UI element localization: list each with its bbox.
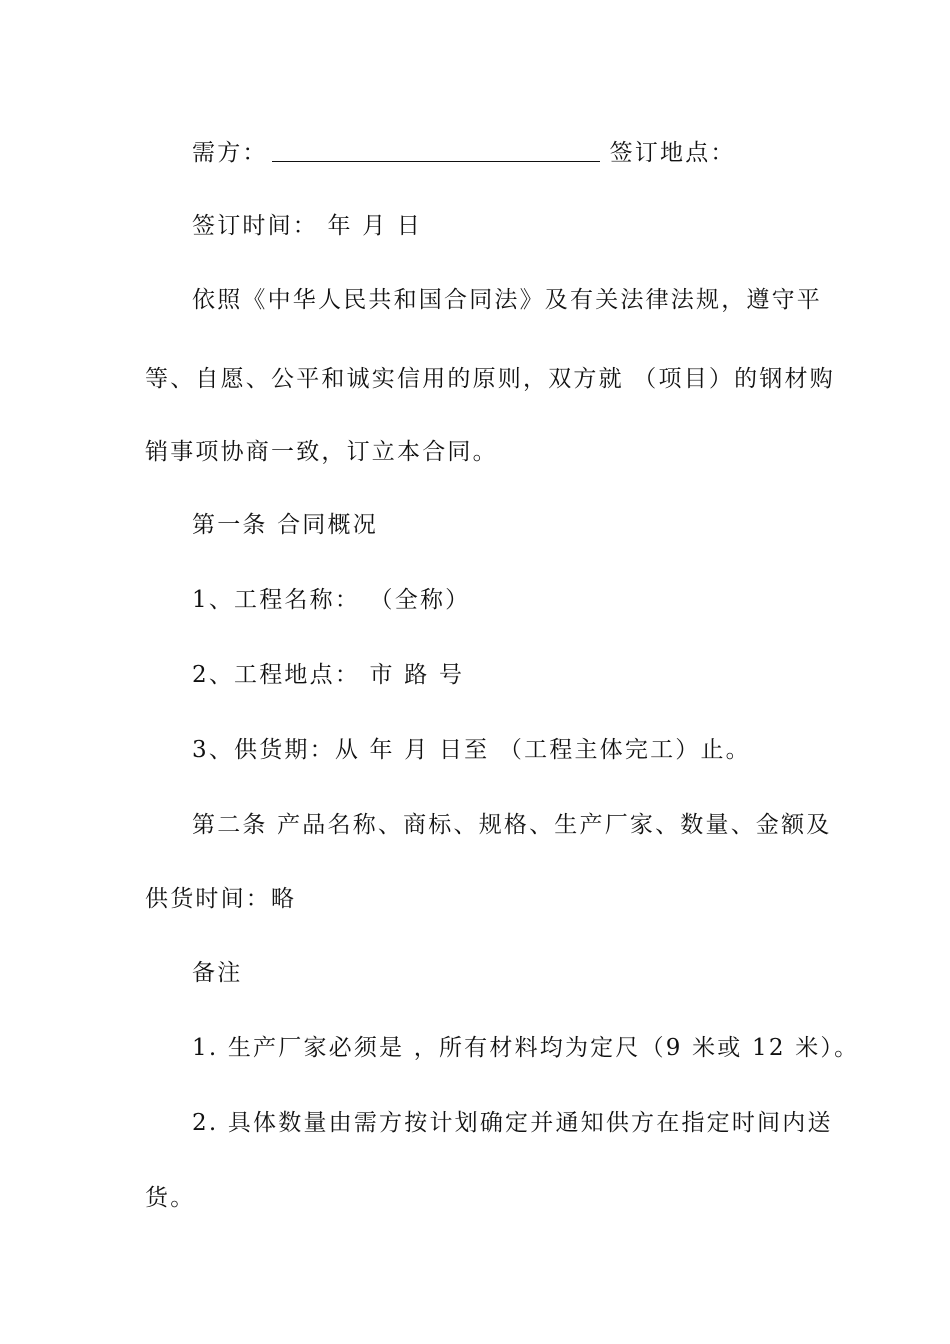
notes-heading: 备注	[192, 960, 243, 986]
signing-time-line: 签订时间： 年 月 日	[192, 213, 423, 239]
note-1: 1. 生产厂家必须是 ，所有材料均为定尺（9 米或 12 米）。	[192, 1035, 860, 1061]
article-1-heading: 第一条 合同概况	[192, 512, 378, 538]
project-name-item: 1、工程名称： （全称）	[192, 587, 471, 613]
project-location-item: 2、工程地点： 市 路 号	[192, 662, 465, 688]
paragraph-1-line-2: 等、自愿、公平和诚实信用的原则，双方就 （项目）的钢材购	[145, 366, 835, 392]
article-2-line-1: 第二条 产品名称、商标、规格、生产厂家、数量、金额及	[192, 812, 832, 838]
signing-place-label: 签订地点：	[609, 140, 736, 166]
article-2-line-2: 供货时间：略	[145, 886, 297, 912]
paragraph-1-line-1: 依照《中华人民共和国合同法》及有关法律法规，遵守平	[192, 287, 822, 313]
note-2-line-1: 2. 具体数量由需方按计划确定并通知供方在指定时间内送	[192, 1110, 833, 1136]
supply-period-item: 3、供货期：从 年 月 日至 （工程主体完工）止。	[192, 737, 751, 763]
buyer-label: 需方：	[192, 140, 268, 166]
note-2-line-2: 货。	[145, 1185, 196, 1211]
paragraph-1-line-3: 销事项协商一致，订立本合同。	[145, 439, 498, 465]
buyer-blank-underline	[272, 139, 600, 162]
buyer-line	[192, 138, 736, 168]
